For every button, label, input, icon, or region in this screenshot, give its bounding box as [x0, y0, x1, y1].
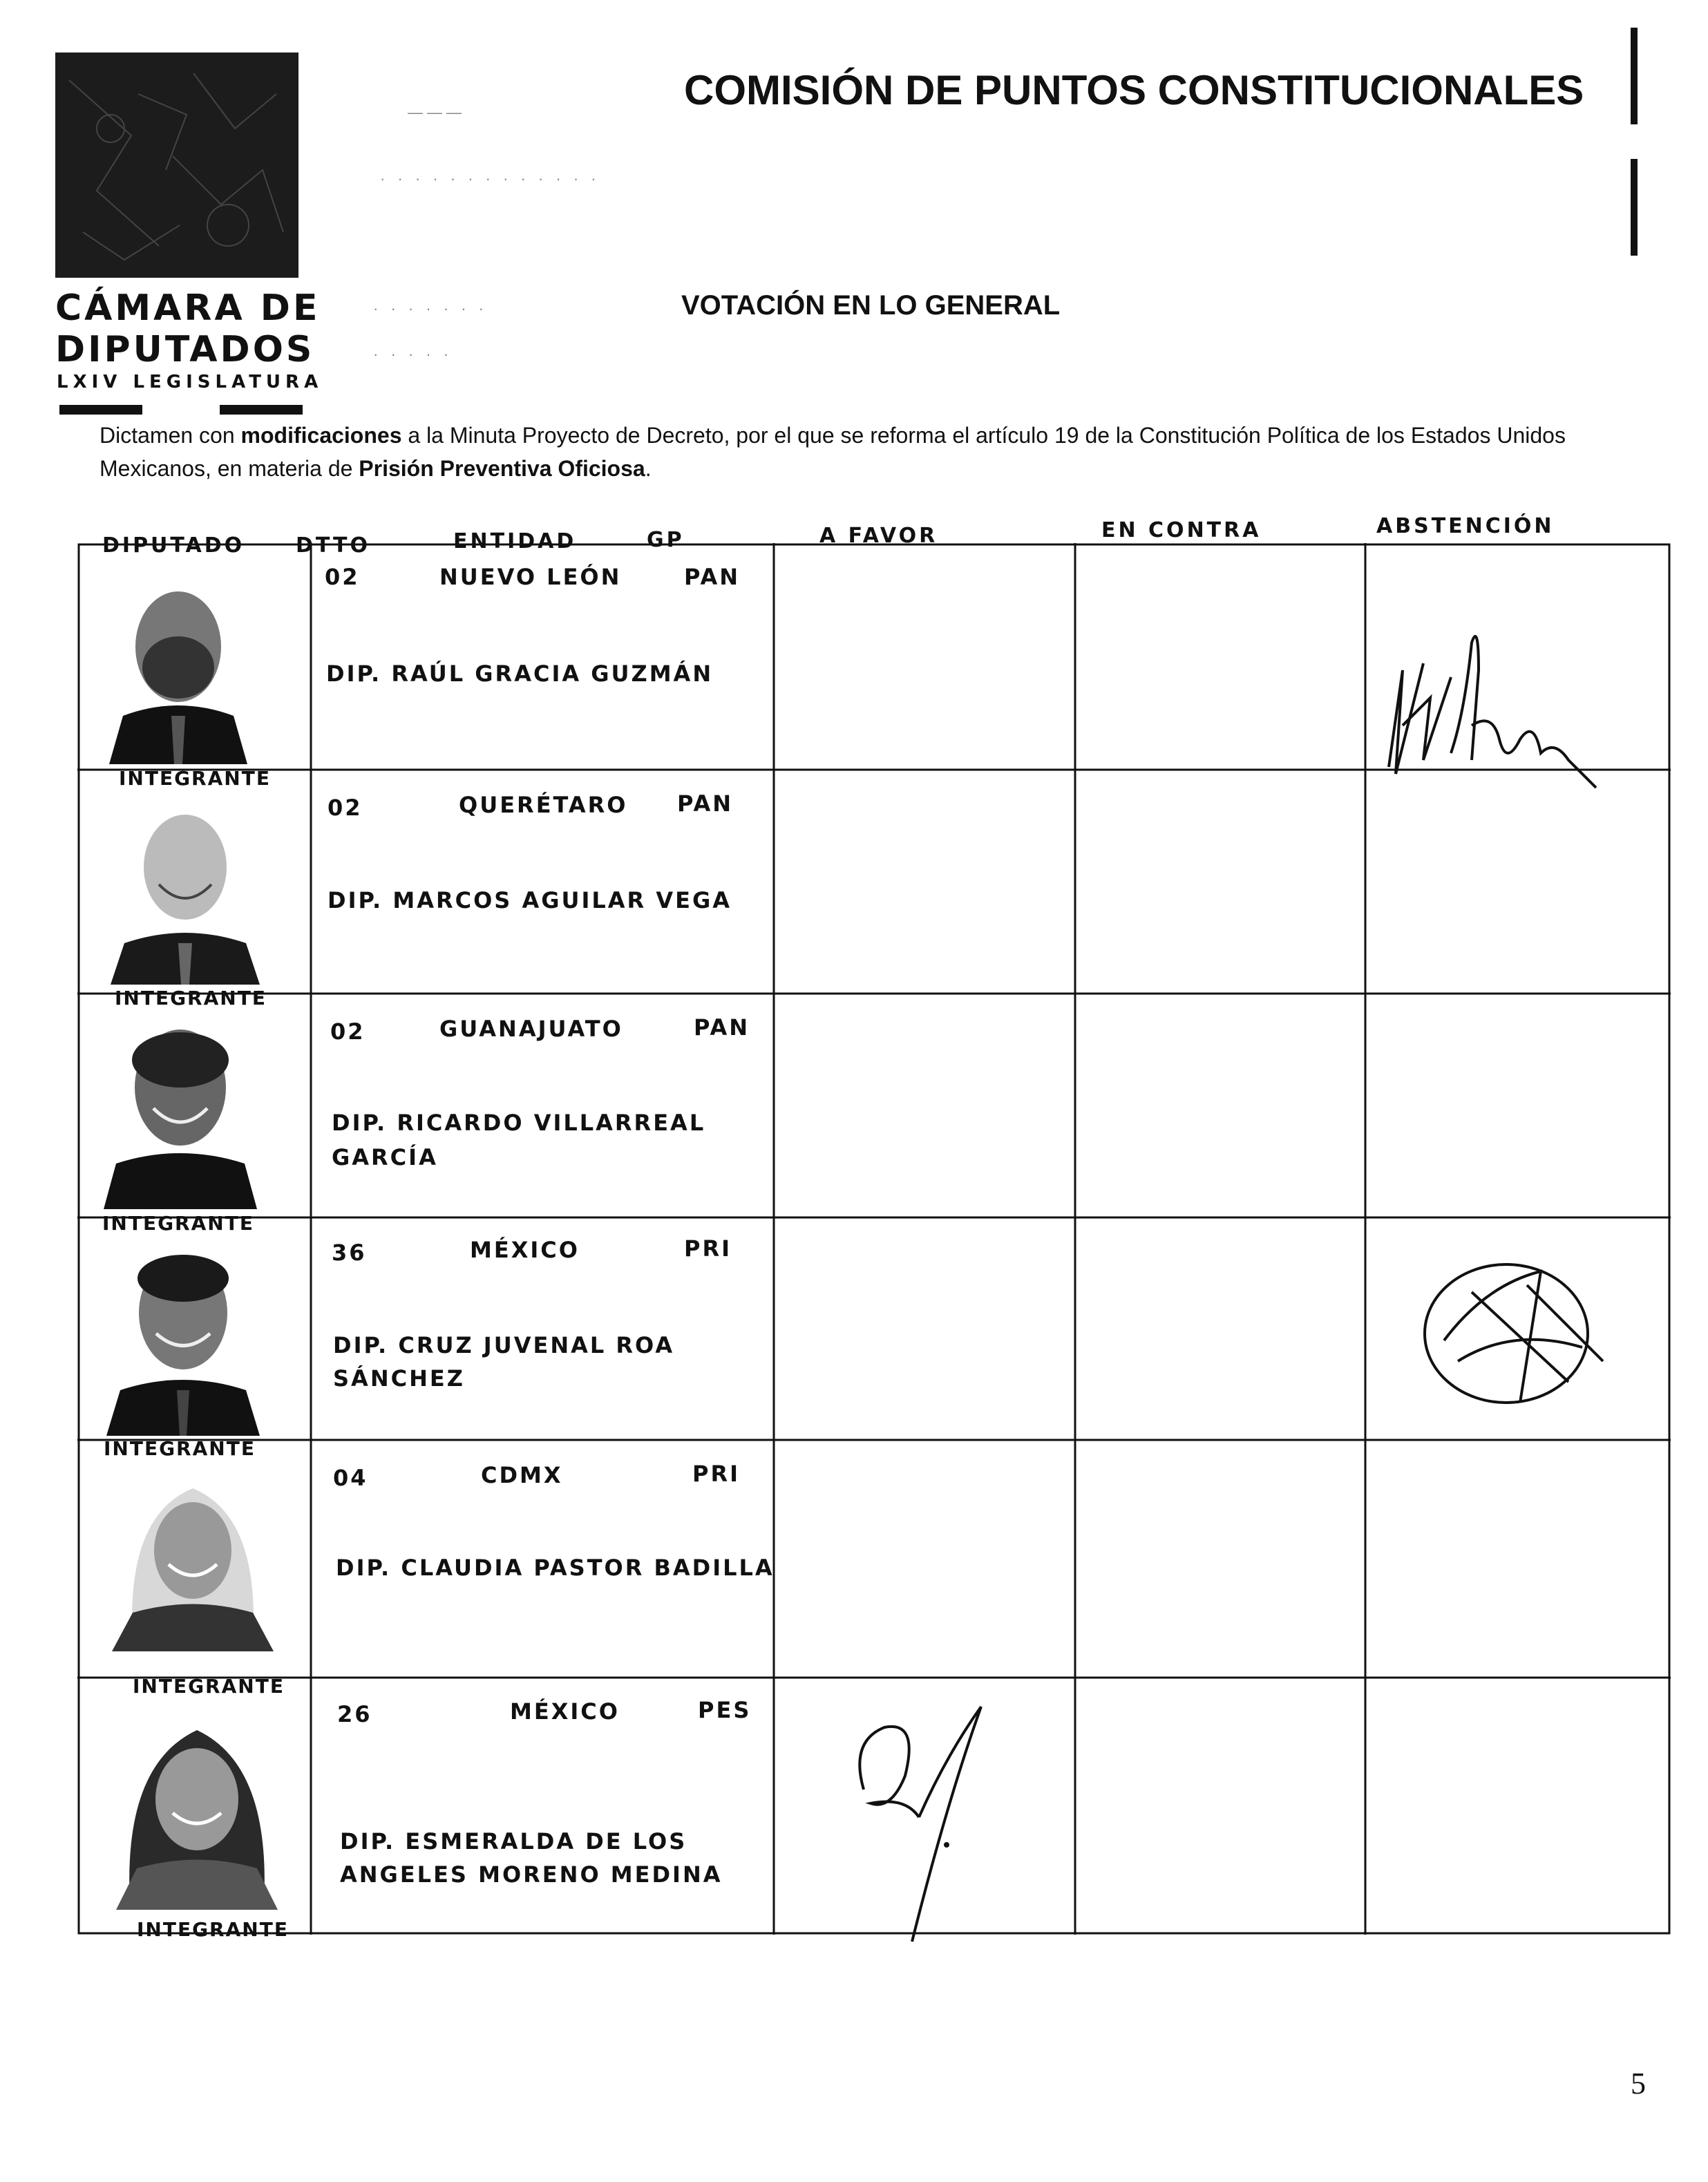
- row4-gp: PRI: [684, 1235, 732, 1262]
- desc-part2: a la Minuta Proyecto de Decreto, por el que se reforma el artículo 19 de la Constitución Política de los Estados Unidos Mexicanos, en materia de: [99, 423, 1566, 481]
- row2-name: DIP. MARCOS AGUILAR VEGA: [328, 887, 732, 913]
- row2-dtto: 02: [328, 795, 363, 821]
- row3-gp: PAN: [694, 1014, 750, 1041]
- row6-entidad: MÉXICO: [510, 1698, 620, 1725]
- row2-gp: PAN: [677, 790, 734, 817]
- photo-claudia-pastor: [105, 1474, 281, 1651]
- signature-abstencion-row1: [1375, 601, 1603, 795]
- header-en-contra: EN CONTRA: [1101, 518, 1262, 542]
- desc-part3: .: [645, 456, 652, 481]
- logo-bar-right: [220, 405, 303, 415]
- row3-name-line2: GARCÍA: [332, 1144, 438, 1170]
- signature-favor-row6: [843, 1700, 1002, 1948]
- header-gp: GP: [647, 528, 685, 552]
- row6-name-line2: ANGELES MORENO MEDINA: [340, 1861, 723, 1888]
- desc-bold1: modificaciones: [240, 423, 402, 448]
- row3-name-line1: DIP. RICARDO VILLARREAL: [332, 1110, 706, 1136]
- desc-part1: Dictamen con: [99, 423, 241, 448]
- row5-name: DIP. CLAUDIA PASTOR BADILLA: [336, 1555, 775, 1581]
- margin-bar-top: [1631, 28, 1638, 124]
- logo-text-diputados: DIPUTADOS: [55, 329, 315, 370]
- photo-marcos-aguilar: [104, 801, 267, 985]
- role-label: INTEGRANTE: [102, 1212, 254, 1235]
- row1-gp: PAN: [684, 564, 741, 590]
- logo-bar-left: [59, 405, 142, 415]
- signature-abstencion-row4: [1416, 1244, 1617, 1416]
- role-label: INTEGRANTE: [115, 987, 267, 1009]
- photo-raul-gracia: [95, 571, 261, 764]
- logo-texture-icon: [55, 53, 298, 278]
- header-dtto: DTTO: [296, 533, 371, 558]
- vote-subtitle: VOTACIÓN EN LO GENERAL: [681, 290, 1061, 321]
- photo-esmeralda-moreno: [109, 1709, 285, 1910]
- photo-ricardo-villarreal: [98, 1018, 263, 1209]
- scan-noise: ———: [408, 104, 466, 121]
- role-label: INTEGRANTE: [104, 1437, 256, 1460]
- scan-noise: · · · · ·: [373, 345, 453, 363]
- margin-bar-middle: [1631, 159, 1638, 256]
- logo-text-camara: CÁMARA DE: [55, 287, 321, 329]
- photo-cruz-juvenal: [101, 1244, 265, 1436]
- role-label: INTEGRANTE: [133, 1675, 285, 1698]
- header-entidad: ENTIDAD: [453, 529, 577, 553]
- header-a-favor: A FAVOR: [819, 524, 938, 548]
- row4-entidad: MÉXICO: [470, 1237, 580, 1263]
- logo-text-legislatura: LXIV LEGISLATURA: [57, 372, 323, 392]
- desc-bold2: Prisión Preventiva Oficiosa: [359, 456, 645, 481]
- row4-name-line2: SÁNCHEZ: [333, 1365, 465, 1392]
- row3-dtto: 02: [330, 1018, 366, 1045]
- row6-name-line1: DIP. ESMERALDA DE LOS: [340, 1828, 687, 1854]
- row1-dtto: 02: [325, 564, 360, 590]
- row4-dtto: 36: [332, 1240, 367, 1266]
- row2-entidad: QUERÉTARO: [459, 792, 628, 818]
- row6-dtto: 26: [337, 1701, 372, 1727]
- header-diputado: DIPUTADO: [102, 533, 245, 558]
- row4-name-line1: DIP. CRUZ JUVENAL ROA: [333, 1332, 675, 1358]
- scan-noise: · · · · · · ·: [373, 300, 488, 317]
- chamber-logo-image: [55, 53, 298, 278]
- role-label: INTEGRANTE: [119, 767, 271, 790]
- row1-entidad: NUEVO LEÓN: [439, 564, 622, 590]
- row5-gp: PRI: [692, 1461, 740, 1487]
- page-title: COMISIÓN DE PUNTOS CONSTITUCIONALES: [684, 67, 1584, 113]
- scan-noise: · · · · · · · · · · · · ·: [380, 170, 600, 187]
- page-number: 5: [1631, 2067, 1646, 2100]
- row5-dtto: 04: [333, 1465, 368, 1491]
- dictamen-description: [99, 419, 1640, 485]
- row5-entidad: CDMX: [481, 1462, 563, 1488]
- row1-name: DIP. RAÚL GRACIA GUZMÁN: [326, 661, 714, 687]
- role-label: INTEGRANTE: [137, 1918, 289, 1941]
- header-abstencion: ABSTENCIÓN: [1376, 514, 1555, 538]
- row3-entidad: GUANAJUATO: [439, 1016, 623, 1042]
- row6-gp: PES: [698, 1697, 752, 1723]
